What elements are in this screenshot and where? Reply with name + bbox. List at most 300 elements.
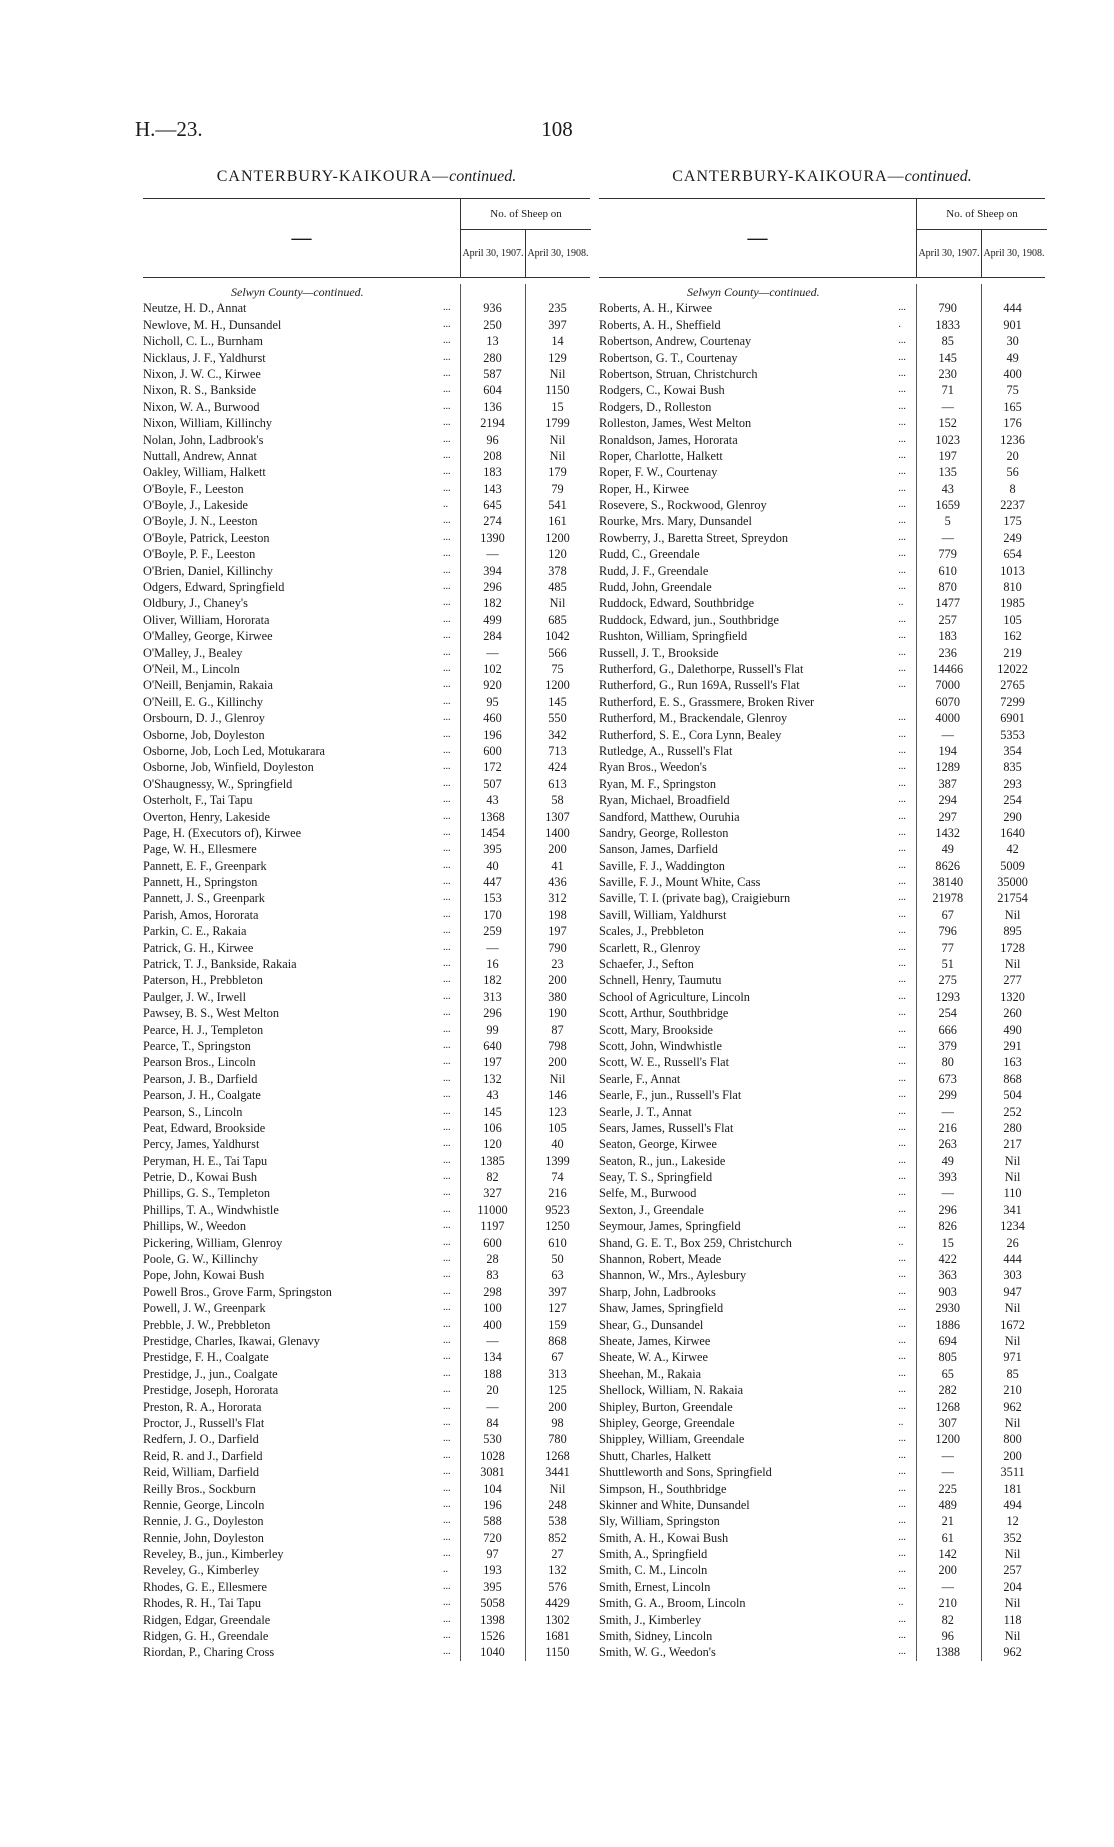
sheep-1908: 550 [548, 711, 567, 726]
sheep-1908: 4429 [545, 1596, 570, 1611]
owner-name: Rutherford, S. E., Cora Lynn, Bealey [599, 727, 782, 742]
owner-name: Rodgers, C., Kowai Bush [599, 383, 725, 398]
table-row [599, 1497, 1045, 1513]
table-row [599, 727, 1045, 743]
owner-name: Rodgers, D., Rolleston [599, 399, 712, 414]
table-row [143, 1415, 590, 1431]
sheep-1908: 12 [1006, 1514, 1019, 1529]
owner-name: Sexton, J., Greendale [599, 1202, 704, 1217]
table-row [599, 1235, 1045, 1251]
owner-name: Ryan, M. F., Springston [599, 776, 717, 791]
leader-dots: ... [898, 908, 906, 920]
owner-name: Pawsey, B. S., West Melton [143, 1006, 279, 1021]
sheep-1907: — [941, 530, 954, 545]
sheep-1907: 28 [486, 1252, 499, 1267]
table-row [143, 1284, 590, 1300]
sheep-1907: 294 [938, 793, 957, 808]
leader-dots: ... [443, 1515, 451, 1527]
sheep-1907: 282 [938, 1383, 957, 1398]
owner-name: Searle, F., Annat [599, 1071, 681, 1086]
owner-name: Seay, T. S., Springfield [599, 1170, 713, 1185]
leader-dots: ... [443, 367, 451, 379]
leader-dots: ... [898, 1138, 906, 1150]
owner-name: Shaw, James, Springfield [599, 1301, 724, 1316]
sheep-1907: 1833 [935, 317, 961, 332]
leader-dots: .. [898, 1597, 904, 1609]
owner-name: Robertson, Andrew, Courtenay [599, 334, 752, 349]
sheep-1907: 65 [941, 1366, 954, 1381]
table-row [143, 1251, 590, 1267]
leader-dots: ... [898, 777, 906, 789]
owner-name: O'Shaugnessy, W., Springfield [143, 776, 293, 791]
leader-dots: ... [443, 1367, 451, 1379]
table-row [599, 759, 1045, 775]
owner-name: Pope, John, Kowai Bush [143, 1268, 265, 1283]
sheep-1907: 299 [938, 1088, 957, 1103]
sheep-1907: — [941, 399, 954, 414]
owner-name: Pearce, T., Springston [143, 1038, 251, 1053]
owner-name: Savill, William, Yaldhurst [599, 907, 727, 922]
sheep-1907: 182 [483, 596, 502, 611]
table-row [143, 956, 590, 972]
leader-dots: ... [898, 1384, 906, 1396]
sheep-1907: 645 [483, 498, 502, 513]
owner-name: Parkin, C. E., Rakaia [143, 924, 247, 939]
owner-name: Prebble, J. W., Prebbleton [143, 1317, 271, 1332]
table-row [599, 1431, 1045, 1447]
sheep-1907: 796 [938, 924, 957, 939]
sheep-1908: 277 [1003, 973, 1022, 988]
owner-name: O'Malley, J., Bealey [143, 645, 243, 660]
owner-name: Percy, James, Yaldhurst [143, 1137, 260, 1152]
owner-name: Oldbury, J., Chaney's [143, 596, 248, 611]
sheep-1907: 49 [941, 842, 954, 857]
sheep-1907: 920 [483, 678, 502, 693]
leader-dots: ... [443, 1482, 451, 1494]
leader-dots: ... [898, 1482, 906, 1494]
sheep-1908: 1400 [545, 825, 570, 840]
table-row [599, 1366, 1045, 1382]
owner-name: Roberts, A. H., Kirwee [599, 301, 713, 316]
owner-name: Rudd, C., Greendale [599, 547, 700, 562]
sheep-1908: 120 [548, 547, 567, 562]
sheep-1908: 613 [548, 776, 567, 791]
sheep-1907: 1398 [480, 1612, 505, 1627]
sheep-1908: 15 [551, 399, 564, 414]
table-row [143, 595, 590, 611]
leader-dots: ... [898, 1613, 906, 1625]
sheep-1908: 566 [548, 645, 567, 660]
owner-name: Rutherford, G., Dalethorpe, Russell's Flat [599, 661, 804, 676]
owner-name: Pearson, J. H., Coalgate [143, 1088, 261, 1103]
sheep-1907: 379 [938, 1038, 957, 1053]
table-row [599, 1218, 1045, 1234]
leader-dots: ... [443, 1154, 451, 1166]
sheep-1908: 800 [1003, 1432, 1022, 1447]
table-row [599, 579, 1045, 595]
leader-dots: ... [898, 925, 906, 937]
table-row [143, 1054, 590, 1070]
leader-dots: ... [898, 384, 906, 396]
table-row [143, 809, 590, 825]
leader-dots: ... [443, 876, 451, 888]
table-row [599, 645, 1045, 661]
table-row [599, 1464, 1045, 1480]
sheep-1908: 58 [551, 793, 564, 808]
sheep-1907: 280 [483, 350, 502, 365]
table-row [599, 399, 1045, 415]
sheep-1908: 790 [548, 940, 567, 955]
sheep-1908: 79 [551, 481, 564, 496]
sheep-1908: 217 [1003, 1137, 1022, 1152]
table-row [599, 1071, 1045, 1087]
table-row [599, 612, 1045, 628]
leader-dots: ... [443, 1285, 451, 1297]
sheep-1908: 216 [548, 1186, 567, 1201]
right-column [599, 166, 1045, 1661]
sheep-1908: 290 [1003, 809, 1022, 824]
sheep-1907: 84 [486, 1415, 499, 1430]
owner-name: Ronaldson, James, Hororata [599, 432, 738, 447]
leader-dots: ... [443, 1597, 451, 1609]
sheep-1907: 826 [938, 1219, 957, 1234]
sheep-1907: 1477 [935, 596, 961, 611]
sheep-1907: 210 [938, 1596, 957, 1611]
owner-name: Patrick, T. J., Bankside, Rakaia [143, 957, 297, 972]
table-row [599, 415, 1045, 431]
table-row [143, 1530, 590, 1546]
owner-name: Pearson, J. B., Darfield [143, 1071, 258, 1086]
owner-name: Ruddock, Edward, Southbridge [599, 596, 755, 611]
table-row [599, 940, 1045, 956]
sheep-1908: Nil [1004, 1153, 1021, 1168]
sheep-1907: 640 [483, 1038, 502, 1053]
sheep-1907: 4000 [935, 711, 961, 726]
owner-name: Scales, J., Prebbleton [599, 924, 704, 939]
table-row [143, 1644, 590, 1660]
owner-name: Reveley, G., Kimberley [143, 1563, 260, 1578]
sheep-1907: 80 [941, 1055, 954, 1070]
sheep-1908: 400 [1003, 366, 1022, 381]
sheep-1907: 16 [486, 957, 499, 972]
leader-dots: ... [898, 1187, 906, 1199]
leader-dots: .. [898, 1416, 904, 1428]
owner-name: Scott, Arthur, Southbridge [599, 1006, 729, 1021]
owner-name: Shellock, William, N. Rakaia [599, 1383, 744, 1398]
owner-name: Roper, F. W., Courtenay [599, 465, 718, 480]
leader-dots: ... [898, 1154, 906, 1166]
table-row [143, 694, 590, 710]
sheep-1908: 200 [548, 1399, 567, 1414]
sheep-1907: 208 [483, 448, 502, 463]
owner-name: Prestidge, Charles, Ikawai, Glenavy [143, 1334, 320, 1348]
table-row [599, 1038, 1045, 1054]
sheep-1908: Nil [1004, 1301, 1021, 1316]
sheep-1907: 1289 [935, 760, 961, 775]
sheep-1908: 868 [548, 1334, 567, 1348]
leader-dots: ... [898, 499, 906, 511]
owner-name: Saville, F. J., Mount White, Cass [599, 875, 761, 890]
leader-dots: ... [898, 1580, 906, 1592]
sheep-1907: 600 [483, 743, 502, 758]
leader-dots: ... [443, 761, 451, 773]
leader-dots: ... [443, 1613, 451, 1625]
sheep-1908: 1672 [1000, 1317, 1025, 1332]
sheep-1907: 145 [483, 1104, 502, 1119]
leader-dots: ... [898, 1253, 906, 1265]
owner-name: Smith, G. A., Broom, Lincoln [599, 1596, 746, 1611]
owner-name: Pearson Bros., Lincoln [143, 1055, 256, 1070]
sheep-1907: 183 [938, 629, 957, 644]
leader-dots: ... [898, 630, 906, 642]
table-row [599, 677, 1045, 693]
owner-name: Ridgen, Edgar, Greendale [143, 1612, 271, 1627]
table-row [599, 563, 1045, 579]
leader-dots: ... [898, 974, 906, 986]
sheep-count-header: No. of Sheep on [916, 199, 1047, 230]
sheep-1907: 394 [483, 563, 502, 578]
table-row [599, 481, 1045, 497]
owner-name: Sheate, James, Kirwee [599, 1334, 711, 1348]
owner-name: Sheehan, M., Rakaia [599, 1366, 702, 1381]
owner-name: Nixon, R. S., Bankside [143, 383, 257, 398]
sheep-1908: 41 [551, 858, 564, 873]
sheep-1907: 870 [938, 580, 957, 595]
owner-name: O'Neil, M., Lincoln [143, 661, 240, 676]
table-row [599, 1104, 1045, 1120]
leader-dots: ... [443, 1138, 451, 1150]
owner-name: Scott, W. E., Russell's Flat [599, 1055, 729, 1070]
sheep-1907: — [486, 645, 499, 660]
owner-name: Redfern, J. O., Darfield [143, 1432, 259, 1447]
column-title: CANTERBURY-KAIKOURA—continued. [672, 168, 972, 185]
sheep-1908: 110 [1003, 1186, 1022, 1201]
sheep-1907: 152 [938, 416, 957, 431]
leader-dots: ... [443, 695, 451, 707]
owner-name: Scott, Mary, Brookside [599, 1022, 713, 1037]
leader-dots: ... [443, 597, 451, 609]
owner-name: Paulger, J. W., Irwell [143, 989, 246, 1004]
table-row [143, 1185, 590, 1201]
table-row [143, 1579, 590, 1595]
sheep-1907: 153 [483, 891, 502, 906]
leader-dots: ... [898, 761, 906, 773]
sheep-1908: 129 [548, 350, 567, 365]
sheep-1908: 118 [1003, 1612, 1022, 1627]
sheep-1907: 1197 [480, 1219, 505, 1234]
table-row [599, 1448, 1045, 1464]
leader-dots: ... [898, 1023, 906, 1035]
sheep-1908: 436 [548, 875, 567, 890]
sheep-1907: 96 [486, 432, 499, 447]
leader-dots: ... [898, 351, 906, 363]
owner-name: Rudd, J. F., Greendale [599, 563, 709, 578]
sheep-1908: 179 [548, 465, 567, 480]
owner-name: O'Boyle, P. F., Leeston [143, 547, 256, 562]
table-row [143, 972, 590, 988]
sheep-1907: 720 [483, 1530, 502, 1545]
leader-dots: ... [898, 1105, 906, 1117]
owner-name: Rennie, George, Lincoln [143, 1497, 265, 1512]
sheep-1908: 1728 [1000, 940, 1025, 955]
table-body [599, 284, 1045, 1661]
sheep-1908: 105 [1003, 612, 1022, 627]
owner-name: Seymour, James, Springfield [599, 1219, 741, 1234]
sheep-1908: 42 [1006, 842, 1019, 857]
sheep-1907: 1388 [935, 1645, 961, 1660]
sheep-1907: 297 [938, 809, 957, 824]
sheep-1907: 447 [483, 875, 502, 890]
table-row [143, 448, 590, 464]
sheep-1908: 852 [548, 1530, 567, 1545]
leader-dots: ... [443, 843, 451, 855]
leader-dots: ... [443, 302, 451, 314]
sheep-1908: 3511 [1000, 1465, 1025, 1480]
sheep-1908: 5353 [1000, 727, 1025, 742]
sheep-1907: 307 [938, 1415, 957, 1430]
owner-name: Petrie, D., Kowai Bush [143, 1170, 258, 1185]
table-row [143, 1300, 590, 1316]
table-row [143, 415, 590, 431]
table-row [599, 513, 1045, 529]
sheep-1908: 780 [548, 1432, 567, 1447]
leader-dots: ... [443, 744, 451, 756]
sheep-1907: 43 [486, 1088, 499, 1103]
owner-name: Rennie, John, Doyleston [143, 1530, 264, 1545]
sheep-1908: 210 [1003, 1383, 1022, 1398]
sheep-1908: 9523 [545, 1202, 570, 1217]
leader-dots: ... [898, 1056, 906, 1068]
owner-name: Ruddock, Edward, jun., Southbridge [599, 612, 779, 627]
sheep-1907: 136 [483, 399, 502, 414]
sheep-1907: 225 [938, 1481, 957, 1496]
sheep-1907: 936 [483, 301, 502, 316]
sheep-1908: 2237 [1000, 498, 1025, 513]
owner-name: Osterholt, F., Tai Tapu [143, 793, 253, 808]
owner-name: O'Boyle, F., Leeston [143, 481, 244, 496]
sheep-1907: 489 [938, 1497, 957, 1512]
table-row [599, 546, 1045, 562]
sheep-1907: 395 [483, 1579, 502, 1594]
sheep-1907: 183 [483, 465, 502, 480]
owner-name: Rourke, Mrs. Mary, Dunsandel [599, 514, 752, 529]
sheep-1908: 132 [548, 1563, 567, 1578]
sheep-1907: 13 [486, 334, 499, 349]
sheep-1908: Nil [1004, 1170, 1021, 1185]
sheep-1907: 182 [483, 973, 502, 988]
table-row [143, 497, 590, 513]
owner-name: Prestidge, J., jun., Coalgate [143, 1366, 278, 1381]
table-row [143, 317, 590, 333]
table-row [599, 1399, 1045, 1415]
owner-name: Nuttall, Andrew, Annat [143, 448, 257, 463]
table-row [143, 661, 590, 677]
sheep-1907: 172 [483, 760, 502, 775]
left-column [143, 166, 590, 1661]
table-row [599, 1284, 1045, 1300]
sheep-1908: 341 [1003, 1202, 1022, 1217]
leader-dots: ... [443, 990, 451, 1002]
table-row [599, 464, 1045, 480]
leader-dots: ... [443, 1646, 451, 1658]
owner-name: Russell, J. T., Brookside [599, 645, 719, 660]
table-row [599, 1267, 1045, 1283]
owner-name: O'Brien, Daniel, Killinchy [143, 563, 273, 578]
sheep-1908: 1236 [1000, 432, 1025, 447]
sheep-1907: 1659 [935, 498, 961, 513]
sheep-1908: 40 [551, 1137, 564, 1152]
sheep-1907: 588 [483, 1514, 502, 1529]
sheep-1908: 303 [1003, 1268, 1022, 1283]
leader-dots: ... [443, 630, 451, 642]
sheep-1908: Nil [549, 1481, 566, 1496]
owner-name: Roper, H., Kirwee [599, 481, 689, 496]
sheep-1907: 230 [938, 366, 957, 381]
table-row [599, 1169, 1045, 1185]
name-column-header: — [291, 226, 312, 249]
sheep-1907: 61 [941, 1530, 954, 1545]
owner-name: Prestidge, F. H., Coalgate [143, 1350, 269, 1365]
sheep-1907: 790 [938, 301, 957, 316]
sheep-1908: 947 [1003, 1284, 1022, 1299]
sheep-1908: 14 [551, 334, 564, 349]
leader-dots: ... [898, 1220, 906, 1232]
year-1908-header: April 30, 1908. [525, 230, 590, 277]
table-row [143, 825, 590, 841]
table-row [599, 1087, 1045, 1103]
sheep-1907: 296 [483, 1006, 502, 1021]
sheep-1907: 8626 [935, 858, 961, 873]
owner-name: Shipley, Burton, Greendale [599, 1399, 733, 1414]
table-row [599, 1481, 1045, 1497]
owner-name: Peryman, H. E., Tai Tapu [143, 1153, 268, 1168]
sheep-1908: 197 [548, 924, 567, 939]
leader-dots: ... [443, 1400, 451, 1412]
table-row [143, 1104, 590, 1120]
table-row [143, 464, 590, 480]
sheep-1907: 296 [938, 1202, 957, 1217]
sheep-1908: 98 [551, 1415, 564, 1430]
sheep-1908: 352 [1003, 1530, 1022, 1545]
leader-dots: ... [898, 1269, 906, 1281]
leader-dots: ... [898, 728, 906, 740]
table-row [599, 432, 1045, 448]
leader-dots: ... [443, 1089, 451, 1101]
owner-name: Sandry, George, Rolleston [599, 825, 729, 840]
table-row [599, 497, 1045, 513]
sheep-1907: 604 [483, 383, 502, 398]
table-row [143, 530, 590, 546]
owner-name: Osborne, Job, Doyleston [143, 727, 265, 742]
sheep-1907: — [941, 1186, 954, 1201]
owner-name: Shutt, Charles, Halkett [599, 1448, 712, 1463]
leader-dots: ... [898, 515, 906, 527]
leader-dots: ... [898, 958, 906, 970]
leader-dots: .. [898, 597, 904, 609]
table-row [599, 923, 1045, 939]
owner-name: Powell, J. W., Greenpark [143, 1301, 266, 1316]
owner-name: Preston, R. A., Hororata [143, 1399, 262, 1414]
sheep-1907: 7000 [935, 678, 961, 693]
sheep-1908: Nil [549, 448, 566, 463]
leader-dots: ... [443, 1351, 451, 1363]
sheep-1908: Nil [1004, 1596, 1021, 1611]
table-row [599, 595, 1045, 611]
owner-name: Ryan, Michael, Broadfield [599, 793, 730, 808]
leader-dots: ... [443, 1449, 451, 1461]
owner-name: Shand, G. E. T., Box 259, Christchurch [599, 1235, 792, 1250]
owner-name: Page, H. (Executors of), Kirwee [143, 825, 302, 840]
